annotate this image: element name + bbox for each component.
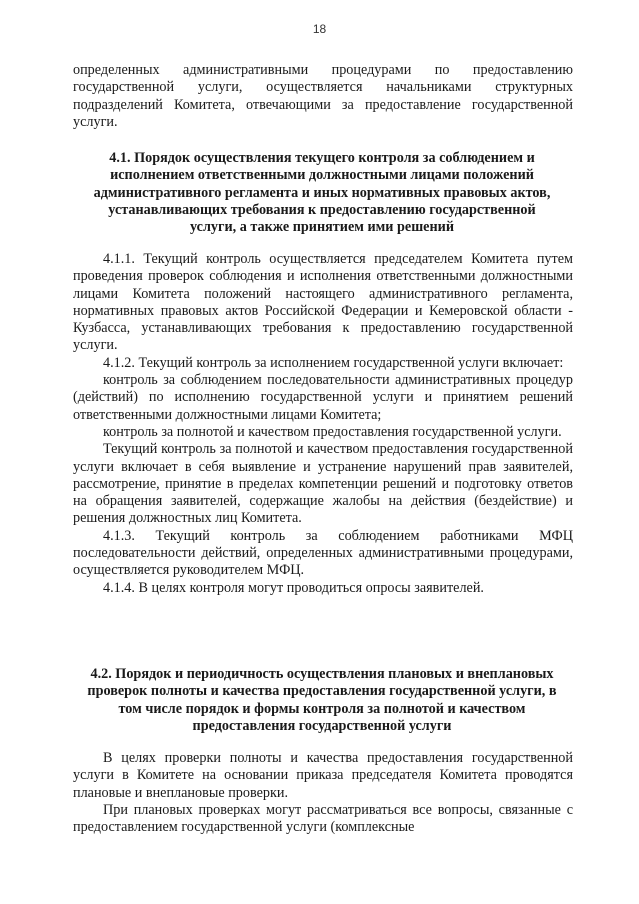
section-4-1-body — [73, 251, 573, 597]
section-4-1-heading-block — [84, 150, 560, 236]
intro-paragraph: определенных административными процедурами по предоставлению государственной услуги, осуществляется начальниками структурных подразделений Комитета, отвечающими за предоставление государственной услуги. — [73, 62, 573, 130]
section-heading: 4.1. Порядок осуществления текущего контроля за соблюдением и исполнением ответственными должностными лицами положений административного регламента и иных нормативных правовых актов, устанавливающих требования к предоставлению государственной услуги, а также принятием ими решений — [93, 150, 551, 236]
section-4-2-heading-block — [84, 666, 560, 735]
paragraph-control-sequence: контроль за соблюдением последовательности административных процедур (действий) по исполнению государственной услуги и принятием решений ответственными должностными лицами Комитета; — [73, 372, 573, 423]
paragraph-checks: В целях проверки полноты и качества предоставления государственной услуги в Комитете на основании приказа председателя Комитета проводятся плановые и внеплановые проверки. — [73, 750, 573, 801]
paragraph-4-1-3: 4.1.3. Текущий контроль за соблюдением работниками МФЦ последовательности действий, определенных административными процедурами, осуществляется руководителем МФЦ. — [73, 527, 573, 579]
paragraph-current-control: Текущий контроль за полнотой и качеством предоставления государственной услуги включает в себя выявление и устранение нарушений прав заявителей, рассмотрение, принятие в пределах компетенции решений и подготовку ответов на обращения заявителей, содержащие жалобы на действия (бездействие) и решения должностных лиц Комитета. — [73, 441, 573, 527]
paragraph-4-1-1: 4.1.1. Текущий контроль осуществляется председателем Комитета путем проведения проверок соблюдения и исполнения ответственными должностными лицами Комитета положений настоящего административного регламента, нормативных правовых актов Российской Федерации и Кемеровской области - Кузбасса, устанавливающих требования к предоставлению государственной услуги. — [73, 251, 573, 354]
section-4-2-body — [73, 750, 573, 836]
paragraph-4-1-4: 4.1.4. В целях контроля могут проводиться опросы заявителей. — [103, 579, 484, 596]
paragraph-planned-checks: При плановых проверках могут рассматриваться все вопросы, связанные с предоставлением государственной услуги (комплексные — [73, 801, 573, 836]
intro-block — [73, 62, 573, 131]
paragraph-4-1-2: 4.1.2. Текущий контроль за исполнением государственной услуги включает: — [103, 354, 564, 371]
paragraph-control-quality: контроль за полнотой и качеством предоставления государственной услуги. — [103, 423, 562, 440]
page-number: 18 — [312, 22, 327, 36]
section-heading: 4.2. Порядок и периодичность осуществления плановых и внеплановых проверок полноты и качества предоставления государственной услуги, в том числе порядок и формы контроля за полнотой и качеством предоставления государственной услуги — [87, 666, 557, 734]
